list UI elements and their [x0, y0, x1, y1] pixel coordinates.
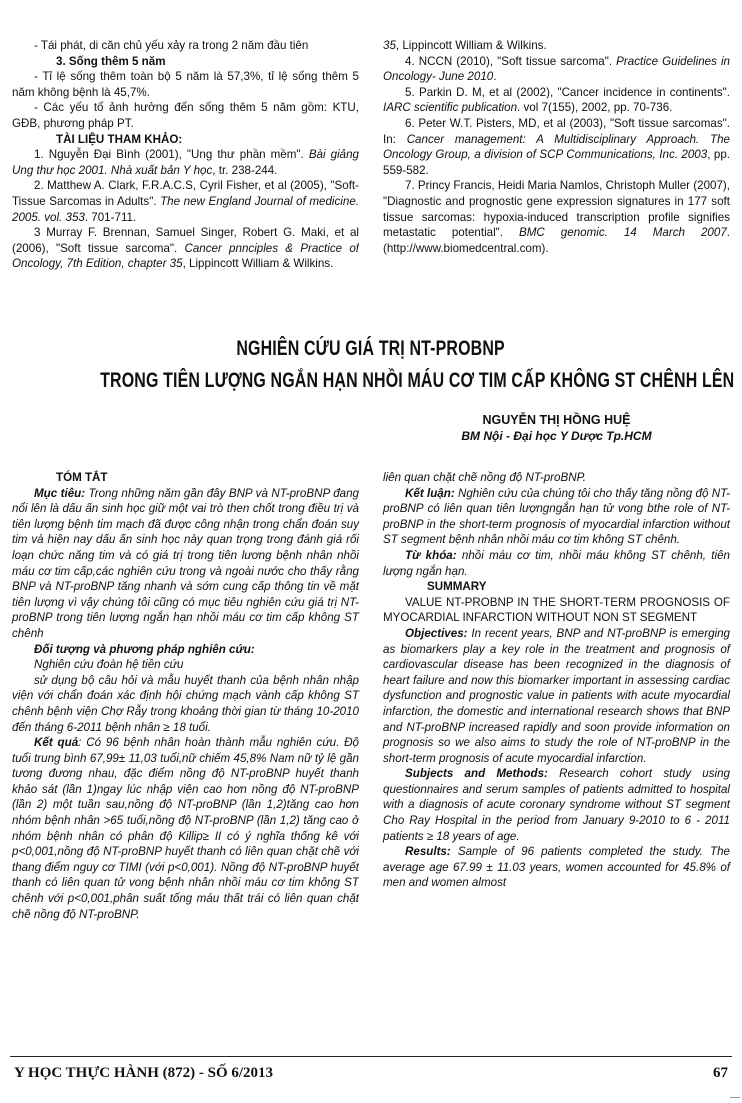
- references-heading: TÀI LIỆU THAM KHẢO:: [56, 132, 183, 146]
- objective-paragraph: Mục tiêu: Trong những năm gần đây BNP và NT-proBNP đang nổi lên là dấu ấn sinh học giữ một vai trò then chốt trong điều trị và tiên lượng bệnh tim mạch đã được công nhận trong chẩn đoán suy tim và hiện nay dấu ấn sinh học này quan trọng trong đánh giá rối loạn chức năng tim và có giá trị trong tiên lương bệnh nhân nhồi máu cơ tim cấp,các nghiên cứu trong và ngoài nước cho thấy rằng BNP và NT-proBNP tăng nhanh và sớm cung cấp thông tin về mặt tiên lượng vì vậy chúng tôi cũng có mục tiêu nghiên cứu giá trị NT-proBNP trong tiên lượng ngắn hạn nhồi máu cơ tim cấp không ST chênh: [12, 486, 359, 640]
- results-paragraph: Kết quả: Có 96 bệnh nhân hoàn thành mẫu nghiên cứu. Độ tuổi trung bình 67,99± 11,03 tuổi,nữ chiếm 45,8% Nam nữ tỷ lệ gần tương đương nhau, đặc điểm nồng độ NT-proBNP huyết thanh khảo sát (lần 1)ngay lúc nhập viện cao hơn nồng độ NT-proBNP (lần 2) một tuần sau,nồng độ NT-proBNP (lần 1,2)tăng cao hơn nhóm bệnh nhân >65 tuổi,nồng độ NT-proBNP (lần 1,2) tăng cao ở nhóm bệnh nhân có phân độ Killip≥ II có ý nghĩa thống kê với p<0,001,nồng độ NT-proBNP huyết thanh có liên quan chặt chẽ với thang điểm nguy cơ TIMI (với p<0,001). Nồng độ NT-proBNP huyết thanh có liên quan tử vong bệnh nhân nhồi máu cơ tim không ST chênh với p<0,001,phân suất tống máu thất trái có liên quan chặt chẽ nồng độ NT-proBNP.: [12, 736, 359, 921]
- section-heading: 3. Sống thêm 5 năm: [56, 54, 166, 68]
- keywords-paragraph: Từ khóa: nhồi máu cơ tim, nhồi máu không ST chênh, tiên lượng ngắn hạn.: [383, 548, 731, 578]
- page-number: 67: [713, 1065, 728, 1081]
- reference-item: 7. Princy Francis, Heidi Maria Namlos, Christoph Muller (2007), "Diagnostic and prognostic gene expression signatures in 177 soft tissue sarcomas: hypoxia-induced transcription profile signifies metastatic potential". BMC genomic. 14 March 2007. (http://www.biomedcentral.com).: [383, 179, 731, 255]
- abstract-left-column: [12, 470, 359, 969]
- paragraph: - Tái phát, di căn chủ yếu xảy ra trong 2 năm đầu tiên: [34, 39, 309, 52]
- author-name: NGUYỄN THỊ HỒNG HUỆ: [482, 413, 631, 427]
- previous-article-right-column: [383, 38, 730, 256]
- en-results-paragraph: Results: Sample of 96 patients completed the study. The average age 67.99 ± 11.03 years, women accounted for 45.8% of men and women almost: [383, 845, 730, 890]
- en-objectives-paragraph: Objectives: In recent years, BNP and NT-proBNP is emerging as biomarkers play a key role in the treatment and prognosis of cardiovascular disease has been recognized in the diagnosis of heart failure and now this biomarker important in assessing cardiac dysfunction and prognostic value in patients with acute myocardial infarction, the domestic and international research shows that BNP and NT-proBNP increased rapidly and soon provide information on prognosis so we also aims to study the role of NT-proBNP in the short-term prognosis of acute myocardial infarction.: [383, 626, 730, 765]
- conclusion-paragraph: Kết luận: Nghiên cứu của chúng tôi cho thấy tăng nồng độ NT-proBNP có liên quan tiên lượngngắn hạn tử vong bthe role of NT-proBNP in the short-term prognosis of myocardial infarction without ST segment bệnh nhân nhồi máu cơ tim không ST chênh.: [383, 486, 730, 547]
- reference-item: 6. Peter W.T. Pisters, MD, et al (2003), "Soft tissue sarcomas". In: Cancer management: A Multidisciplinary Approach. The Oncology Group, a division of SCP Communications, Inc. 2003, pp. 559-582.: [383, 116, 730, 177]
- author-affiliation: BM Nội - Đại học Y Dược Tp.HCM: [461, 429, 652, 443]
- reference-item: 4. NCCN (2010), "Soft tissue sarcoma". Practice Guidelines in Oncology- June 2010.: [383, 54, 730, 84]
- footer-divider: [10, 1056, 732, 1057]
- reference-item: 2. Matthew A. Clark, F.R.A.C.S, Cyril Fisher, et al (2005), "Soft-Tissue Sarcomas in Adults". The new England Journal of medicine. 2005. vol. 353. 701-711.: [12, 179, 359, 224]
- reference-item: 3 Murray F. Brennan, Samuel Singer, Robert G. Maki, et al (2006), "Soft tissue sarcoma". Cancer pnnciples & Practice of Oncology, 7th Edition, chapter 35, Lippincott William & Wilkins.: [12, 226, 359, 271]
- paragraph: - Tỉ lệ sống thêm toàn bộ 5 năm là 57,3%, tỉ lệ sống thêm 5 năm không bệnh là 45,7%.: [12, 70, 359, 99]
- reference-continuation: 35, Lippincott William & Wilkins.: [383, 39, 547, 52]
- en-methods-paragraph: Subjects and Methods: Research cohort study using questionnaires and serum samples of patients admitted to hospital with a diagnosis of acute coronary syndrome without ST segment Cho Ray Hospital in the period from January 9-2010 to 6 - 2011 patients ≥ 18 years of age.: [383, 767, 731, 843]
- summary-heading: SUMMARY: [427, 580, 487, 594]
- results-continuation: liên quan chặt chẽ nồng độ NT-proBNP.: [383, 471, 587, 484]
- abstract-right-column: [383, 470, 730, 891]
- journal-name: Y HỌC THỰC HÀNH (872) - SỐ 6/2013: [14, 1065, 274, 1081]
- methods-heading: Đối tượng và phương pháp nghiên cứu:: [34, 642, 255, 656]
- previous-article-left-column: [12, 38, 359, 271]
- article-title-line-1: NGHIÊN CỨU GIÁ TRỊ NT-PROBNP: [236, 337, 506, 360]
- paragraph: - Các yếu tố ảnh hưởng đến sống thêm 5 năm gồm: KTU, GĐB, phương pháp PT.: [12, 101, 359, 130]
- summary-title: VALUE NT-PROBNP IN THE SHORT-TERM PROGNOSIS OF MYOCARDIAL INFARCTION WITHOUT NON ST SEGMENT: [383, 595, 730, 625]
- corner-mark: [730, 1097, 740, 1098]
- methods-line: Nghiên cứu đoàn hệ tiền cứu: [34, 658, 184, 672]
- abstract-heading: TÓM TẮT: [56, 471, 108, 484]
- methods-paragraph: sử dụng bộ câu hỏi và mẫu huyết thanh của bệnh nhân nhập viện với chẩn đoán xác định hội chứng mạch vành cấp không ST chênh bệnh viện Chợ Rẫy trong khoảng thời gian từ tháng 10-2010 đến tháng 6-2011 bệnh nhân ≥ 18 tuổi.: [12, 673, 359, 734]
- article-title-line-2: TRONG TIÊN LƯỢNG NGẮN HẠN NHỒI MÁU CƠ TIM CẤP KHÔNG ST CHÊNH LÊN: [100, 369, 735, 392]
- reference-item: 5. Parkin D. M, et al (2002), "Cancer incidence in continents". IARC scientific publication. vol 7(155), 2002, pp. 70-736.: [383, 85, 730, 115]
- reference-item: 1. Nguyễn Đại Bình (2001), "Ung thư phần mềm". Bài giảng Ung thư học 2001. Nhà xuất bản Y học, tr. 238-244.: [12, 148, 359, 177]
